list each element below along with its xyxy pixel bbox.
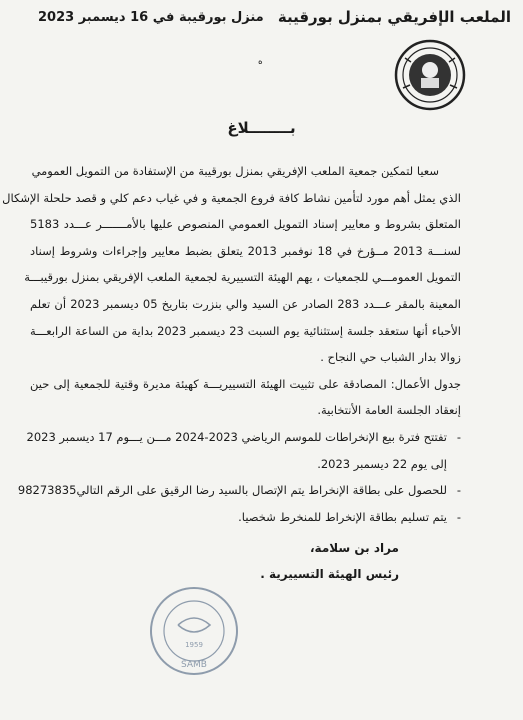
signer-name: مراد بن سلامة، bbox=[309, 541, 399, 555]
club-logo bbox=[393, 38, 467, 112]
paragraph-line: الأحباء أنها ستعقد جلسة إستثنائية يوم السبت 23 ديسمبر 2023 بداية من الساعة الرابعـــة bbox=[30, 323, 461, 338]
paragraph-line: الذي يمثل أهم مورد لتأمين نشاط كافة فروع الجمعية و في غياب دعم كلي و قصد حلحلة الإشكال bbox=[2, 190, 461, 205]
paragraph-line: سعيا لتمكين جمعية الملعب الإفريقي بمنزل بورقيبة من الإستفادة من التمويل العمومي bbox=[31, 164, 439, 178]
paragraph-line: زوالا بدار الشباب حي النجاح . bbox=[320, 350, 461, 365]
bullet-item: - للحصول على بطاقة الإنخراط يتم الإتصال بالسيد رضا الرقيق على الرقم التالي98273835 bbox=[30, 477, 461, 504]
paragraph-line: المعينة بالمقر عـــدد 283 الصادر عن السيد والي بنزرت بتاريخ 05 ديسمبر 2023 أن تعلم bbox=[30, 296, 462, 311]
notice-body bbox=[2, 158, 462, 530]
org-name-header: الملعب الإفريقي بمنزل بورقيبة bbox=[277, 8, 511, 26]
notice-title: بــــــــلاغ bbox=[227, 119, 296, 137]
signer-role: رئيس الهيئة التسييرية . bbox=[260, 567, 399, 581]
paragraph-line: التمويل العمومـــي للجمعيات ، يهم الهيئة التسييرية لجمعية الملعب الإفريقي بمنزل بورقيبـــة bbox=[24, 270, 461, 285]
small-mark: ه bbox=[258, 57, 263, 67]
bullet-continuation: إلى يوم 22 ديسمبر 2023. bbox=[317, 456, 447, 471]
place-date: منزل بورقيبة في 16 ديسمبر 2023 bbox=[38, 10, 264, 25]
bullet-item: - يتم تسليم بطاقة الإنخراط للمنخرط شخصيا. bbox=[30, 504, 461, 531]
paragraph-line: لسنـــة 2013 مــؤرخ في 18 نوفمبر 2013 يتعلق بضبط معايير وإجراءات وشروط إسناد bbox=[30, 243, 461, 258]
svg-text:SAMB: SAMB bbox=[181, 660, 207, 670]
agenda-line: إنعقاد الجلسة العامة الأنتخابية. bbox=[317, 403, 461, 418]
svg-text:1959: 1959 bbox=[185, 641, 203, 649]
bullet-item: - تفتتح فترة بيع الإنخراطات للموسم الرياضي 2023-2024 مـــن يـــوم 17 ديسمبر 2023 bbox=[30, 424, 461, 451]
signature-block bbox=[260, 535, 399, 587]
official-stamp bbox=[148, 585, 240, 677]
paragraph-line: المتعلق بشروط و معايير إسناد التمويل العمومي المنصوص عليها بالأمـــــــر عـــدد 5183 bbox=[30, 217, 461, 232]
agenda-line: جدول الأعمال: المصادقة على تثبيت الهيئة التسييريـــة كهيئة مديرة وقتية للجمعية إلى حين bbox=[30, 376, 461, 391]
